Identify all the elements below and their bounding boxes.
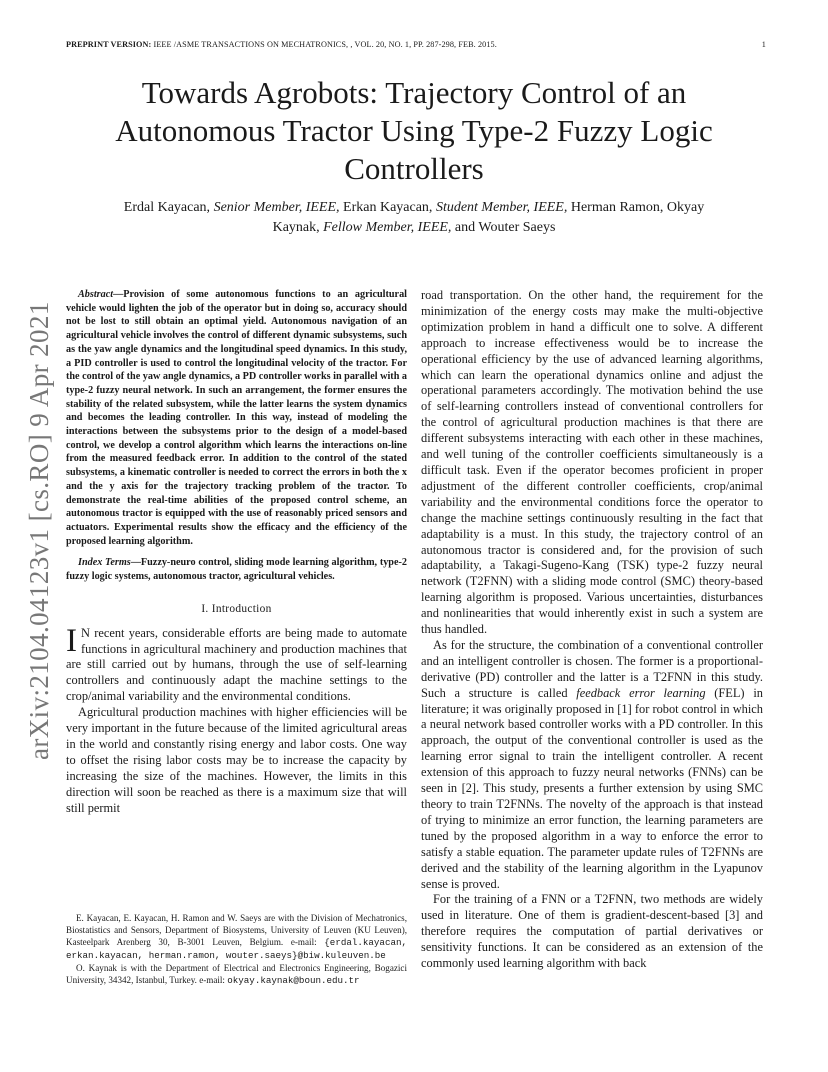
footnote-email: okyay.kaynak@boun.edu.tr bbox=[227, 975, 360, 986]
body-paragraph: For the training of a FNN or a T2FNN, two methods are widely used in literature. One of them is gradient-descent-based [3] and therefore requires the computation of partial derivatives or sensitivity functions. It can be considered as an extension of the commonly used learning algorithm with back bbox=[421, 892, 763, 971]
left-column bbox=[66, 288, 407, 817]
index-terms-text: —Fuzzy-neuro control, sliding mode learning algorithm, type-2 fuzzy logic systems, autonomous tractor, agricultural vehicles. bbox=[66, 557, 407, 583]
author-name: Herman Ramon, bbox=[570, 200, 664, 215]
body-paragraph: Agricultural production machines with higher efficiencies will be very important in the future because of the limited agricultural areas in the world and constantly rising energy and labor costs. One way to offset the rising labor costs may be to increase the capacity by increasing the size of the machines. However, the limits in this direction will soon be reached as there is a maximum size that will still permit bbox=[66, 705, 407, 815]
emphasized-term: feedback error learning bbox=[576, 685, 706, 700]
abstract-lead: Abstract bbox=[78, 289, 114, 300]
footnote-email: {erdal.kayacan, erkan.kayacan, herman.ramon, wouter.saeys}@biw.kuleuven.be bbox=[66, 937, 407, 961]
intro-paragraph-text: N recent years, considerable efforts are being made to automate functions in agricultural machinery and production machines that are still carried out by humans, through the use of self-learning controllers and continuously adapt the machine settings to the crop/animal variability and the environmental conditions. bbox=[66, 625, 407, 704]
author-list bbox=[110, 198, 718, 238]
author-role: Student Member, IEEE, bbox=[435, 200, 568, 215]
author-name: Okyay Kaynak, bbox=[272, 200, 705, 235]
body-paragraph bbox=[421, 638, 763, 893]
index-terms bbox=[66, 556, 407, 583]
paragraph-text: As for the structure, the combination of a conventional controller and an intelligent controller is chosen. The former is a proportional-derivative (PD) controller and the latter is a T2FNN in this study. Such a structure is called bbox=[421, 637, 763, 700]
preprint-label: PREPRINT VERSION: bbox=[66, 40, 152, 49]
section-heading: I. Introduction bbox=[201, 602, 272, 615]
author-name: Erkan Kayacan, bbox=[343, 200, 433, 215]
author-role: Fellow Member, IEEE, bbox=[323, 220, 452, 235]
intro-paragraph bbox=[66, 622, 407, 706]
abstract bbox=[66, 288, 407, 548]
arxiv-stamp: arXiv:2104.04123v1 [cs.RO] 9 Apr 2021 bbox=[24, 301, 54, 760]
author-name: Erdal Kayacan, bbox=[123, 200, 211, 215]
footnotes bbox=[66, 912, 407, 987]
footnote-affiliation bbox=[66, 912, 407, 962]
paragraph-text: (FEL) in literature; it was originally proposed in [1] for robot control in which a neural network based controller works with a PD controller. In this approach, the output of the conventional controller is used as the learning error signal to train the intelligent controller. A recent extension of this approach to fuzzy neural networks (FNNs) can be seen in [2]. This study, presents a further extension by using SMC theory to train T2FNNs. The novelty of the approach is that instead of trying to minimize an error function, the learning parameters are tuned by the proposed algorithm in a way to enforce the error to satisfy a stable equation. The parameter update rules of T2FNNs are derived and the stability of the learning algorithm in the Lyapunov sense is proved. bbox=[421, 685, 763, 891]
body-paragraph: road transportation. On the other hand, the requirement for the minimization of the energy costs may make the multi-objective optimization problem in hand a difficult one to solve. A different approach to increase effectiveness would be to increase the operational efficiency by the use of advanced learning algorithms, which can learn the operational dynamics online and adjust the operational parameters accordingly. The motivation behind the use of self-learning controllers instead of conventional controllers for the control of agricultural production machines is that there are different subsystems interacting with each other in these machines, and well tuning of the controller coefficients simultaneously is a difficult task. Even if the operator becomes proficient in proper adjustment of the different controller coefficients, crop/animal variability and the environmental conditions force the operator to change the machine settings continuously resulting in the fact that adaptability is a must. In this study, the trajectory control of an autonomous tractor is considered and, for the provision of such adaptability, a Takagi-Sugeno-Kang (TSK) type-2 fuzzy neural network (T2FNN) with a sliding mode control (SMC) theory-based learning algorithm is proposed. Various uncertainties, disturbances and nonlinearities that would inherently exist in such a system are thus handled. bbox=[421, 288, 763, 637]
paper-title: Towards Agrobots: Trajectory Control of an Autonomous Tractor Using Type-2 Fuzzy Logic Controllers bbox=[115, 75, 713, 186]
abstract-text: —Provision of some autonomous functions to an agricultural vehicle would lighten the job of the operator but in doing so, accuracy should not be lost to still obtain an optimal yield. Autonomous navigation of an agricultural vehicle involves the control of different dynamic subsystems, such as the yaw angle dynamics and the longitudinal speed dynamics. In this study, a PID controller is used to control the longitudinal velocity of the tractor. For the control of the yaw angle dynamics, a PD controller works in parallel with a type-2 fuzzy neural network. In such an arrangement, the former ensures the stability of the related subsystem, while the latter learns the system dynamics and becomes the leading controller. In this way, instead of modeling the interactions between the subsystems prior to the design of a model-based control, we develop a control algorithm which learns the interactions on-line from the measured feedback error. In addition to the control of the stated subsystems, a kinematic controller is needed to correct the errors in both the x and the y axis for the trajectory tracking problem of the tractor. To demonstrate the real-time abilities of the proposed control scheme, an autonomous tractor is equipped with the use of reasonably priced sensors and actuators. Experimental results show the efficacy and the efficiency of the proposed learning algorithm. bbox=[66, 289, 407, 547]
footnote-text: O. Kaynak is with the Department of Electrical and Electronics Engineering, Bogazici University, 34342, Istanbul, Turkey. e-mail: bbox=[66, 963, 407, 985]
footnote-affiliation bbox=[66, 962, 407, 987]
journal-info: IEEE /ASME TRANSACTIONS ON MECHATRONICS, , VOL. 20, NO. 1, PP. 287-298, FEB. 2015. bbox=[153, 40, 497, 49]
author-name: and Wouter Saeys bbox=[454, 220, 556, 235]
author-role: Senior Member, IEEE, bbox=[213, 200, 340, 215]
page-number: 1 bbox=[761, 40, 766, 49]
footnote-text: E. Kayacan, E. Kayacan, H. Ramon and W. Saeys are with the Division of Mechatronics, Biostatistics and Sensors, Department of Biosystems, University of Leuven (KU Leuven), Kasteelpark Arenberg 30, B-3001 Leuven, Belgium. e-mail: bbox=[66, 913, 407, 947]
index-terms-lead: Index Terms bbox=[78, 557, 131, 569]
running-header bbox=[66, 40, 766, 49]
drop-cap: I bbox=[66, 622, 77, 659]
right-column bbox=[421, 288, 763, 972]
